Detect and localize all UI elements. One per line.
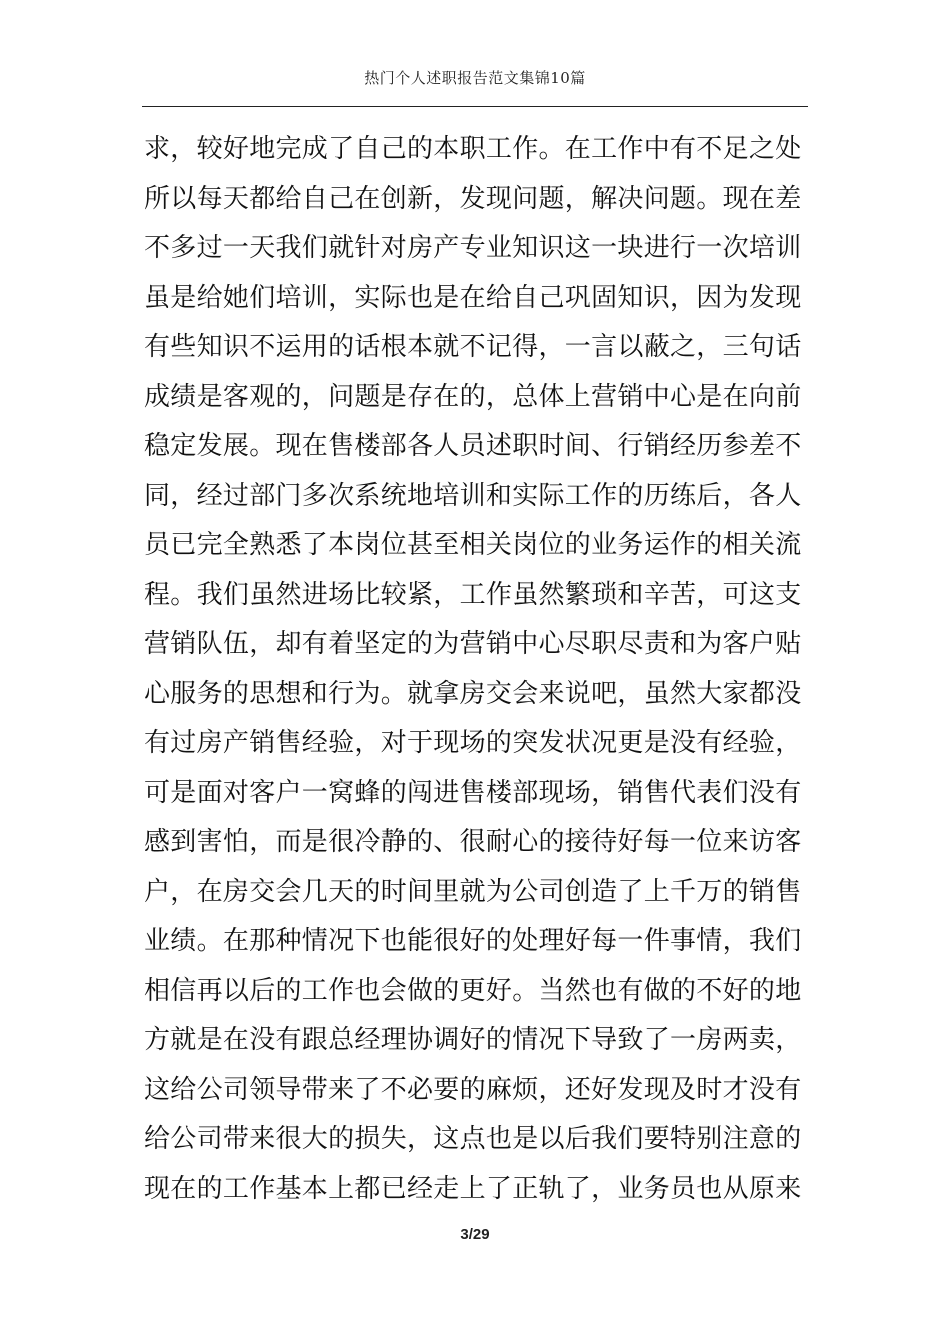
body-line: 有过房产销售经验，对于现场的突发状况更是没有经验， [144, 728, 802, 758]
body-line: 不多过一天我们就针对房产专业知识这一块进行一次培训 [144, 233, 802, 263]
document-header-title: 热门个人述职报告范文集锦10篇 [364, 69, 586, 87]
body-line: 求，较好地完成了自己的本职工作。在工作中有不足之处 [144, 134, 802, 164]
body-line: 方就是在没有跟总经理协调好的情况下导致了一房两卖， [144, 1025, 802, 1055]
body-line: 可是面对客户一窝蜂的闯进售楼部现场，销售代表们没有 [144, 777, 802, 808]
page-number: 3/29 [460, 1226, 490, 1243]
body-line: 成绩是客观的，问题是存在的，总体上营销中心是在向前 [144, 381, 802, 412]
body-line: 感到害怕，而是很冷静的、很耐心的接待好每一位来访客 [144, 827, 802, 857]
body-line: 这给公司领导带来了不必要的麻烦，还好发现及时才没有 [144, 1074, 802, 1105]
body-line: 程。我们虽然进场比较紧，工作虽然繁琐和辛苦，可这支 [144, 579, 802, 610]
body-line: 虽是给她们培训，实际也是在给自己巩固知识，因为发现 [144, 282, 802, 313]
body-line: 同，经过部门多次系统地培训和实际工作的历练后，各人 [144, 480, 802, 511]
header-divider [142, 106, 808, 107]
body-line: 员已完全熟悉了本岗位甚至相关岗位的业务运作的相关流 [144, 530, 802, 560]
body-line: 有些知识不运用的话根本就不记得，一言以蔽之，三句话 [144, 332, 802, 362]
body-line: 业绩。在那种情况下也能很好的处理好每一件事情，我们 [144, 926, 802, 956]
body-line: 给公司带来很大的损失，这点也是以后我们要特别注意的 [144, 1124, 802, 1154]
body-line: 相信再以后的工作也会做的更好。当然也有做的不好的地 [144, 975, 802, 1006]
body-line: 营销队伍，却有着坚定的为营销中心尽职尽责和为客户贴 [144, 629, 802, 659]
body-line: 所以每天都给自己在创新，发现问题，解决问题。现在差 [144, 183, 802, 214]
body-line: 现在的工作基本上都已经走上了正轨了，业务员也从原来 [144, 1173, 802, 1204]
body-line: 户，在房交会几天的时间里就为公司创造了上千万的销售 [144, 876, 802, 907]
body-line: 稳定发展。现在售楼部各人员述职时间、行销经历参差不 [144, 431, 802, 461]
body-line: 心服务的思想和行为。就拿房交会来说吧，虽然大家都没 [144, 678, 802, 709]
document-body [144, 125, 812, 1214]
